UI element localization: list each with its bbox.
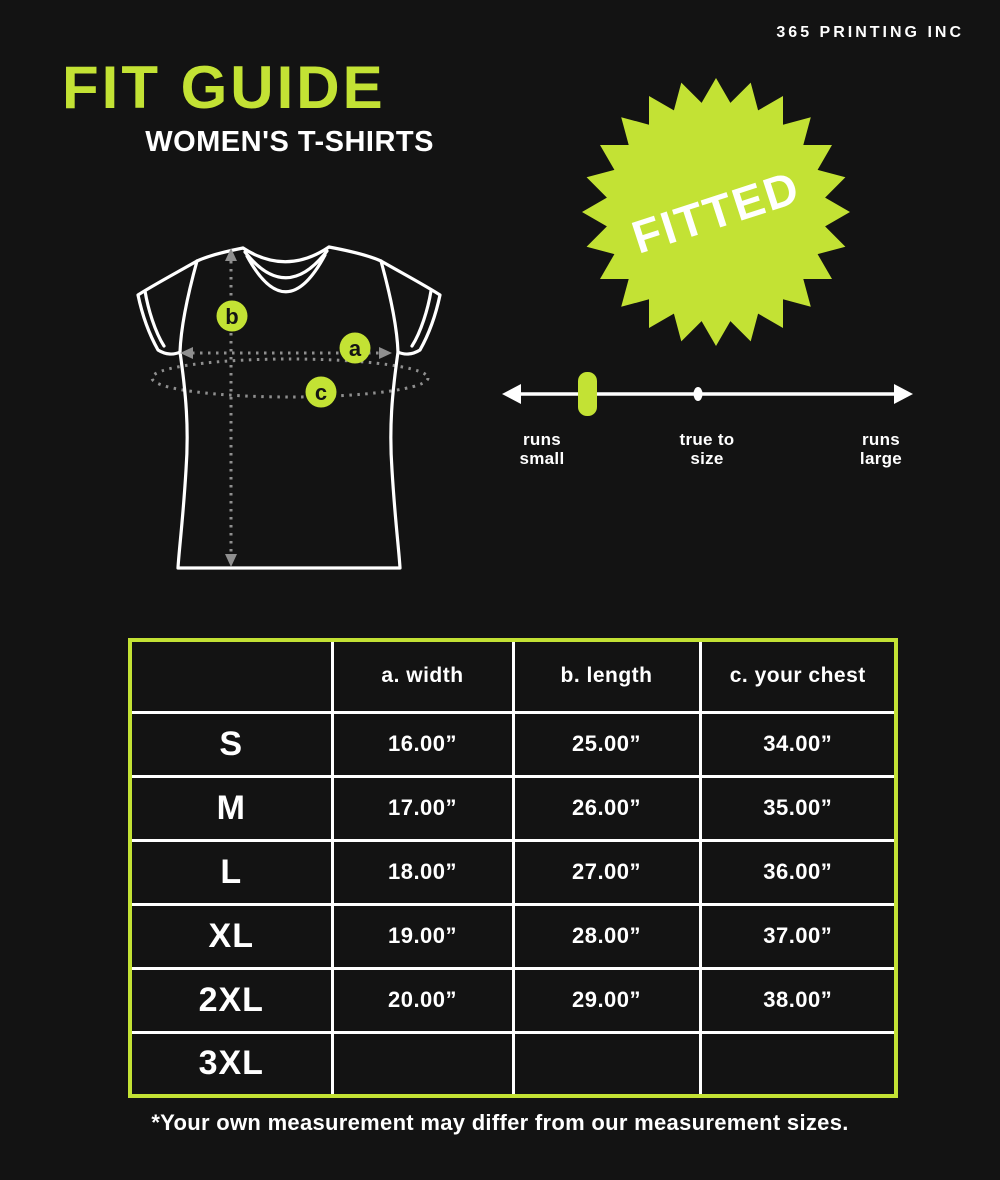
width-cell: 18.00”	[332, 840, 513, 904]
chest-cell: 37.00”	[700, 904, 896, 968]
chest-cell: 35.00”	[700, 776, 896, 840]
chest-cell: 34.00”	[700, 712, 896, 776]
fitted-badge-label: FITTED	[625, 160, 807, 264]
tshirt-diagram	[128, 242, 448, 574]
arrow-right-icon	[379, 347, 392, 359]
size-cell: L	[130, 840, 332, 904]
fitted-badge	[576, 72, 856, 352]
header-size	[130, 640, 332, 712]
marker-a-label: a	[348, 336, 362, 361]
table-row-2xl	[130, 968, 896, 1032]
table-row-xl	[130, 904, 896, 968]
chest-cell: 36.00”	[700, 840, 896, 904]
size-cell: M	[130, 776, 332, 840]
chest-cell	[700, 1032, 896, 1096]
size-cell: 2XL	[130, 968, 332, 1032]
length-cell: 25.00”	[513, 712, 700, 776]
header-width: a. width	[332, 640, 513, 712]
chest-cell: 38.00”	[700, 968, 896, 1032]
width-cell: 16.00”	[332, 712, 513, 776]
table-row-3xl	[130, 1032, 896, 1096]
measurement-lines	[192, 261, 380, 554]
size-cell: XL	[130, 904, 332, 968]
table-row-l	[130, 840, 896, 904]
size-table-wrap	[128, 638, 898, 1098]
scale-label-true-to-size: true to size	[679, 430, 735, 469]
marker-b	[217, 301, 248, 332]
title-block	[62, 54, 434, 159]
fit-scale-arrow	[500, 368, 915, 424]
length-cell	[513, 1032, 700, 1096]
measurement-arrowheads	[180, 248, 392, 567]
table-row-m	[130, 776, 896, 840]
scale-arrow-right-icon	[894, 384, 913, 404]
size-table	[128, 638, 898, 1098]
marker-c	[306, 377, 337, 408]
marker-c-label: c	[314, 380, 328, 405]
fit-scale	[500, 368, 915, 478]
header-chest: c. your chest	[700, 640, 896, 712]
scale-label-runs-large: runs large	[859, 430, 903, 469]
length-cell: 29.00”	[513, 968, 700, 1032]
width-cell: 20.00”	[332, 968, 513, 1032]
page-subtitle: WOMEN'S T-SHIRTS	[145, 126, 434, 158]
scale-marker-pill	[578, 372, 597, 416]
page-title: FIT GUIDE	[62, 54, 386, 121]
scale-arrow-left-icon	[502, 384, 521, 404]
size-cell: S	[130, 712, 332, 776]
table-row-s	[130, 712, 896, 776]
size-cell: 3XL	[130, 1032, 332, 1096]
table-header-row	[130, 640, 896, 712]
footnote: *Your own measurement may differ from our measurement sizes.	[151, 1110, 849, 1135]
width-cell: 19.00”	[332, 904, 513, 968]
length-cell: 28.00”	[513, 904, 700, 968]
width-cell: 17.00”	[332, 776, 513, 840]
length-cell: 27.00”	[513, 840, 700, 904]
marker-b-label: b	[225, 304, 239, 329]
arrow-down-icon	[225, 554, 237, 567]
width-cell	[332, 1032, 513, 1096]
header-length: b. length	[513, 640, 700, 712]
tshirt-outline	[138, 247, 440, 568]
marker-a	[340, 333, 371, 364]
length-cell: 26.00”	[513, 776, 700, 840]
chest-circumference-ellipse	[152, 359, 428, 397]
brand-text: 365 PRINTING INC	[776, 24, 964, 41]
scale-label-runs-small: runs small	[519, 430, 565, 469]
scale-center-dot	[694, 387, 703, 401]
